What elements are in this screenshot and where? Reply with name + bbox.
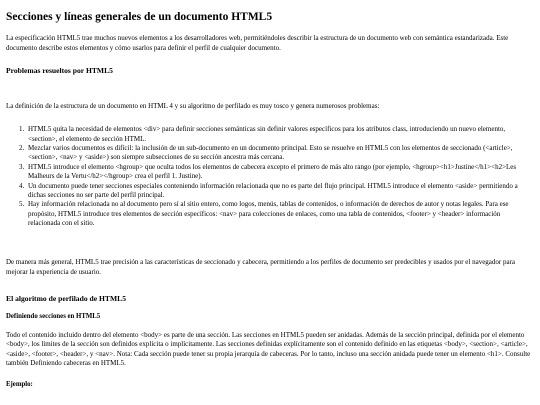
subsection-heading-defining: Definiendo secciones en HTML5 <box>6 313 101 321</box>
intro-paragraph: La especificación HTML5 trae muchos nuevos elementos a los desarrolladores web, permitiéndoles describir la estructura de un documento web con semántica estandarizada. Este documento describe estos elementos y cómo usarlos para definir el perfil de cualquier documento. <box>6 34 509 52</box>
section-heading-problems: Problemas resueltos por HTML5 <box>6 66 113 76</box>
problems-list <box>6 125 534 228</box>
list-item: 2. Mezclar varios documentos es difícil: la inclusión de un sub-documento en un documento principal. Esto se resuelve en HTML5 con los elementos de seccionado (<article>, <section>, <nav> y <aside>) son siempre subsecciones de su sección ancestra más cercana. <box>26 144 534 163</box>
list-item: 1. HTML5 quita la necesidad de elementos <div> para definir secciones semánticas sin definir valores específicos para los atributos class, introduciendo un nuevo elemento, <section>, el elemento de sección HTML. <box>26 125 534 144</box>
list-item: 3. HTML5 introduce el elemento <hgroup> que oculta todos los elementos de cabecera excepto el primero de más alto rango (por ejemplo, <hgroup><h1>Justine</h1><h2>Les Malheurs de la Vertu</h2></hgroup> crea el perfil 1. Justine). <box>26 163 534 182</box>
defining-paragraph: Todo el contenido incluido dentro del elemento <body> es parte de una sección. Las secciones en HTML5 pueden ser anidadas. Además de la sección principal, definida por el elemento <body>, los límites de la sección son definidos explícita o implícitamente. Las secciones definidas explícitamente son el contenido definido en las etiquetas <body>, <section>, <article>, <aside>, <footer>, <header>, y <nav>. Nota: Cada sección puede tener su propia jerarquía de cabeceras. Por lo tanto, incluso una sección anidada puede tener un elemento <h1>. Consulte también Definiendo cabeceras en HTML5. <box>6 330 531 368</box>
page-title: Secciones y líneas generales de un documento HTML5 <box>6 11 273 23</box>
section-heading-algorithm: El algoritmo de perfilado de HTML5 <box>6 294 127 304</box>
example-label: Ejemplo: <box>6 381 33 389</box>
list-item: 5. Hay información relacionada no al documento pero sí al sitio entero, como logos, menús, tablas de contenidos, o información de derechos de autor y notas legales. Para ese propósito, HTML5 introduce tres elementos de sección específicos: <nav> para colecciones de enlaces, como una tabla de contenidos, <footer> y <header> información relacionada con el sitio. <box>26 200 534 228</box>
list-item: 4. Un documento puede tener secciones especiales conteniendo información relacionada que no es parte del flujo principal. HTML5 introduce el elemento <aside> permitiendo a dichas secciones no ser parte del perfil principal. <box>26 182 534 201</box>
closing-paragraph: De manera más general, HTML5 trae precisión a las características de seccionado y cabecera, permitiendo a los perfiles de documento ser predecibles y usados por el navegador para mejorar la experiencia de usuario. <box>6 258 516 276</box>
problems-paragraph: La definición de la estructura de un documento en HTML 4 y su algoritmo de perfilado es muy tosco y genera numerosos problemas: <box>6 101 380 110</box>
